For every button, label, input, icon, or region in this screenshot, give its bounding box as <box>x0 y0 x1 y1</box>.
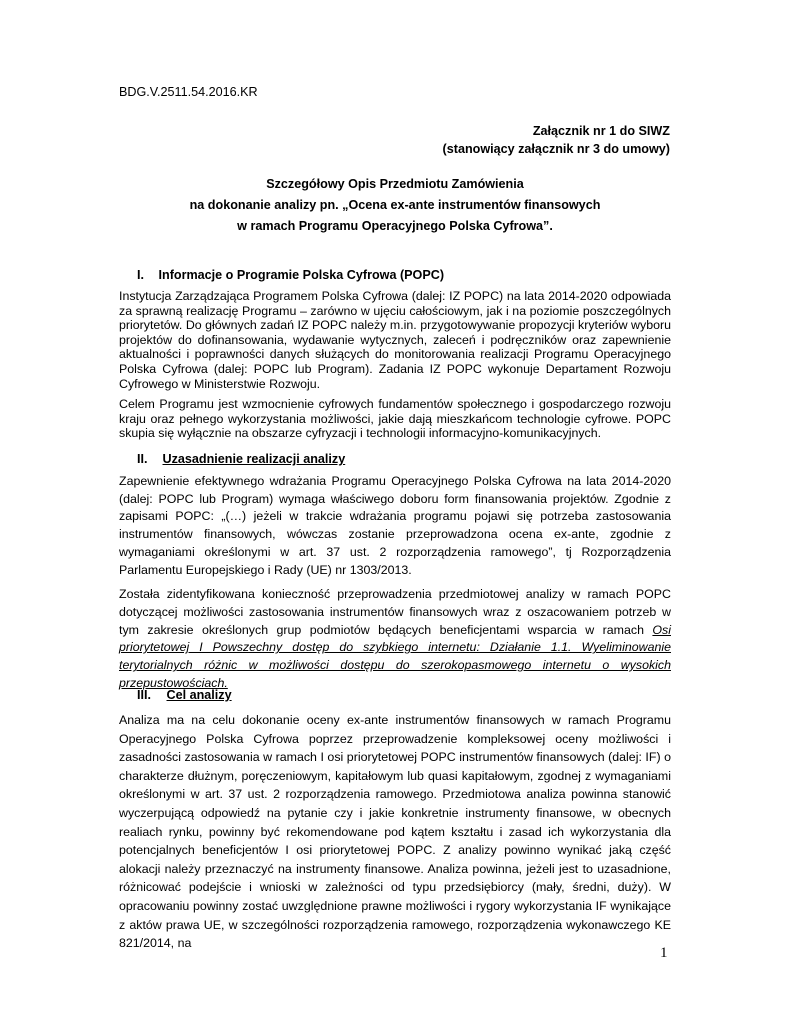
section-3-title: Cel analizy <box>166 688 232 702</box>
section-1-paragraph-1: Instytucja Zarządzająca Programem Polska Cyfrowa (dalej: IZ POPC) na lata 2014-2020 odpowiada za sprawną realizację Programu – zarówno w ujęciu całościowym, jak i na poziomie poszczególnych priorytetów. Do głównych zadań IZ POPC należy m.in. przygotowywanie propozycji kryteriów wyboru projektów do dofinansowania, wydawanie wytycznych, zaleceń i podręczników oraz zapewnienie aktualności i poprawności danych służących do monitorowania realizacji Programu Operacyjnego Polska Cyfrowa (dalej: POPC lub Program). Zadania IZ POPC wykonuje Departament Rozwoju Cyfrowego w Ministerstwie Rozwoju. <box>119 289 671 391</box>
section-2-paragraph-2-text: Została zidentyfikowana konieczność przeprowadzenia przedmiotowej analizy w ramach POPC dotyczącej możliwości zastosowania instrumentów finansowych wraz z oszacowaniem potrzeb w tym zakresie określonych grup podmiotów będących beneficjentami wsparcia w ramach <box>119 587 671 637</box>
section-1-title: Informacje o Programie Polska Cyfrowa (POPC) <box>158 268 445 282</box>
section-1-heading <box>137 268 444 282</box>
section-3-paragraph-1: Analiza ma na celu dokonanie oceny ex-ante instrumentów finansowych w ramach Programu Operacyjnego Polska Cyfrowa poprzez przeprowadzenie kompleksowej oceny możliwości i zasadności zastosowania w ramach I osi priorytetowej POPC instrumentów finansowych (dalej: IF) o charakterze dłużnym, poręczeniowym, kapitałowym lub quasi kapitałowym, zgodnej z wymaganiami określonymi w art. 37 ust. 2 rozporządzenia ramowego. Przedmiotowa analiza powinna stanowić wyczerpującą odpowiedź na pytanie czy i jakie konkretnie instrumenty finansowe, w obecnych realiach rynku, powinny być rekomendowane pod kątem kształtu i zasad ich wykorzystania dla potencjalnych beneficjentów I osi priorytetowej POPC. Z analizy powinno wynikać jaką część alokacji należy przeznaczyć na instrumenty finansowe. Analiza powinna, jeżeli jest to uzasadnione, różnicować podejście i wnioski w zależności od typu przedsiębiorcy (mały, średni, duży). W opracowaniu powinny zostać uwzględnione prawne możliwości i rygory wykorzystania IF wynikające z aktów prawa UE, w szczególności rozporządzenia ramowego, rozporządzenia wykonawczego KE 821/2014, na <box>119 713 671 951</box>
section-2-emphasis: Osi priorytetowej I Powszechny dostęp do szybkiego internetu: Działanie 1.1. Wyeliminowanie terytorialnych różnic w możliwości dostępu do szerokopasmowego internetu o wysokich przepustowościach. <box>119 622 671 690</box>
annex-line-2: (stanowiący załącznik nr 3 do umowy) <box>442 142 670 156</box>
section-1-body <box>119 289 671 441</box>
section-2-title: Uzasadnienie realizacji analizy <box>162 452 346 466</box>
section-1-number: I. <box>137 268 144 282</box>
title-line-3: w ramach Programu Operacyjnego Polska Cyfrowa”. <box>237 219 553 233</box>
section-2-heading <box>137 452 345 466</box>
section-2-number: II. <box>137 452 148 466</box>
title-line-1: Szczegółowy Opis Przedmiotu Zamówienia <box>266 177 524 191</box>
section-3-heading <box>137 688 232 702</box>
section-2-paragraph-2 <box>119 586 671 692</box>
title-line-2: na dokonanie analizy pn. „Ocena ex-ante instrumentów finansowych <box>189 198 601 212</box>
section-1-paragraph-2: Celem Programu jest wzmocnienie cyfrowych fundamentów społecznego i gospodarczego rozwoju kraju oraz pełnego wykorzystania możliwości, jakie dają mieszkańcom technologie cyfrowe. POPC skupia się wyłącznie na obszarze cyfryzacji i technologii informacyjno-komunikacyjnych. <box>119 397 671 441</box>
section-3-body <box>119 711 671 953</box>
section-3-number: III. <box>137 688 151 702</box>
annex-label <box>443 122 670 158</box>
document-reference: BDG.V.2511.54.2016.KR <box>119 85 258 99</box>
annex-line-1: Załącznik nr 1 do SIWZ <box>532 124 670 138</box>
section-2-paragraph-1: Zapewnienie efektywnego wdrażania Programu Operacyjnego Polska Cyfrowa na lata 2014-2020 (dalej: POPC lub Program) wymaga właściwego doboru form finansowania projektów. Zgodnie z zapisami POPC: „(…) jeżeli w trakcie wdrażania programu pojawi się potrzeba zastosowania instrumentów finansowych, wówczas zostanie przeprowadzona ocena ex-ante, zgodnie z wymaganiami określonymi w art. 37 ust. 2 rozporządzenia ramowego”, tj Rozporządzenia Parlamentu Europejskiego i Rady (UE) nr 1303/2013. <box>119 474 671 577</box>
document-title <box>119 174 671 237</box>
section-2-body <box>119 473 671 692</box>
page-number: 1 <box>660 945 668 961</box>
